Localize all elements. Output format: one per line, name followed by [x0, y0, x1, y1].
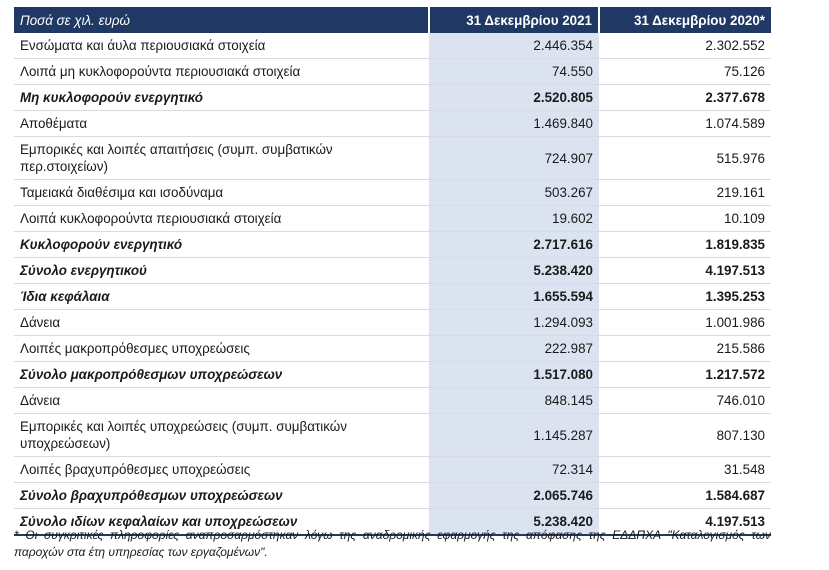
table-row — [14, 85, 771, 111]
row-label: Αποθέματα — [14, 111, 429, 137]
table-row — [14, 284, 771, 310]
value-2020: 215.586 — [599, 336, 771, 362]
value-2021: 848.145 — [429, 388, 599, 414]
row-label: Κυκλοφορούν ενεργητικό — [14, 232, 429, 258]
value-2020: 2.302.552 — [599, 33, 771, 59]
table-row — [14, 232, 771, 258]
table-row — [14, 336, 771, 362]
value-2021: 72.314 — [429, 457, 599, 483]
table-row — [14, 180, 771, 206]
value-2021: 724.907 — [429, 137, 599, 180]
row-label: Λοιπές μακροπρόθεσμες υποχρεώσεις — [14, 336, 429, 362]
value-2020: 31.548 — [599, 457, 771, 483]
value-2020: 1.395.253 — [599, 284, 771, 310]
row-label: Ίδια κεφάλαια — [14, 284, 429, 310]
value-2021: 1.517.080 — [429, 362, 599, 388]
table-row — [14, 388, 771, 414]
table-row — [14, 457, 771, 483]
value-2021: 1.655.594 — [429, 284, 599, 310]
table-row — [14, 483, 771, 509]
value-2020: 219.161 — [599, 180, 771, 206]
table-row — [14, 59, 771, 85]
value-2020: 4.197.513 — [599, 509, 771, 536]
table-row — [14, 258, 771, 284]
balance-sheet — [14, 7, 771, 536]
row-label: Εμπορικές και λοιπές απαιτήσεις (συμπ. συμβατικών περ.στοιχείων) — [14, 137, 429, 180]
table-row — [14, 310, 771, 336]
row-label: Σύνολο ιδίων κεφαλαίων και υποχρεώσεων — [14, 509, 429, 536]
value-2021: 503.267 — [429, 180, 599, 206]
row-label: Σύνολο βραχυπρόθεσμων υποχρεώσεων — [14, 483, 429, 509]
value-2020: 75.126 — [599, 59, 771, 85]
header-2021: 31 Δεκεμβρίου 2021 — [429, 7, 599, 33]
value-2020: 807.130 — [599, 414, 771, 457]
value-2021: 222.987 — [429, 336, 599, 362]
value-2020: 1.074.589 — [599, 111, 771, 137]
value-2021: 2.446.354 — [429, 33, 599, 59]
value-2021: 2.717.616 — [429, 232, 599, 258]
value-2021: 2.520.805 — [429, 85, 599, 111]
row-label: Εμπορικές και λοιπές υποχρεώσεις (συμπ. συμβατικών υποχρεώσεων) — [14, 414, 429, 457]
row-label: Δάνεια — [14, 310, 429, 336]
value-2020: 1.819.835 — [599, 232, 771, 258]
value-2021: 5.238.420 — [429, 509, 599, 536]
value-2021: 1.469.840 — [429, 111, 599, 137]
value-2020: 1.217.572 — [599, 362, 771, 388]
row-label: Ενσώματα και άυλα περιουσιακά στοιχεία — [14, 33, 429, 59]
value-2021: 1.145.287 — [429, 414, 599, 457]
table-row — [14, 33, 771, 59]
row-label: Ταμειακά διαθέσιμα και ισοδύναμα — [14, 180, 429, 206]
value-2021: 2.065.746 — [429, 483, 599, 509]
table-row — [14, 137, 771, 180]
value-2021: 5.238.420 — [429, 258, 599, 284]
value-2021: 74.550 — [429, 59, 599, 85]
table-row — [14, 206, 771, 232]
table-body — [14, 33, 771, 535]
table-header-row — [14, 7, 771, 33]
row-label: Δάνεια — [14, 388, 429, 414]
header-amount-unit: Ποσά σε χιλ. ευρώ — [14, 7, 429, 33]
header-2020: 31 Δεκεμβρίου 2020* — [599, 7, 771, 33]
value-2020: 4.197.513 — [599, 258, 771, 284]
row-label: Λοιπά κυκλοφορούντα περιουσιακά στοιχεία — [14, 206, 429, 232]
row-label: Σύνολο μακροπρόθεσμων υποχρεώσεων — [14, 362, 429, 388]
value-2020: 1.001.986 — [599, 310, 771, 336]
value-2020: 515.976 — [599, 137, 771, 180]
row-label: Σύνολο ενεργητικού — [14, 258, 429, 284]
value-2021: 19.602 — [429, 206, 599, 232]
value-2020: 10.109 — [599, 206, 771, 232]
row-label: Μη κυκλοφορούν ενεργητικό — [14, 85, 429, 111]
value-2020: 2.377.678 — [599, 85, 771, 111]
value-2021: 1.294.093 — [429, 310, 599, 336]
row-label: Λοιπά μη κυκλοφορούντα περιουσιακά στοιχεία — [14, 59, 429, 85]
value-2020: 746.010 — [599, 388, 771, 414]
table-row — [14, 414, 771, 457]
table-row — [14, 362, 771, 388]
row-label: Λοιπές βραχυπρόθεσμες υποχρεώσεις — [14, 457, 429, 483]
value-2020: 1.584.687 — [599, 483, 771, 509]
balance-sheet-table — [14, 7, 771, 536]
table-row — [14, 111, 771, 137]
footnote: * Οι συγκριτικές πληροφορίες αναπροσαρμόστηκαν λόγω της αναδρομικής εφαρμογής της απόφασης της ΕΔΔΠΧΑ "Καταλογισμός των παροχών στα έτη υπηρεσίας των εργαζομένων". — [14, 528, 771, 559]
